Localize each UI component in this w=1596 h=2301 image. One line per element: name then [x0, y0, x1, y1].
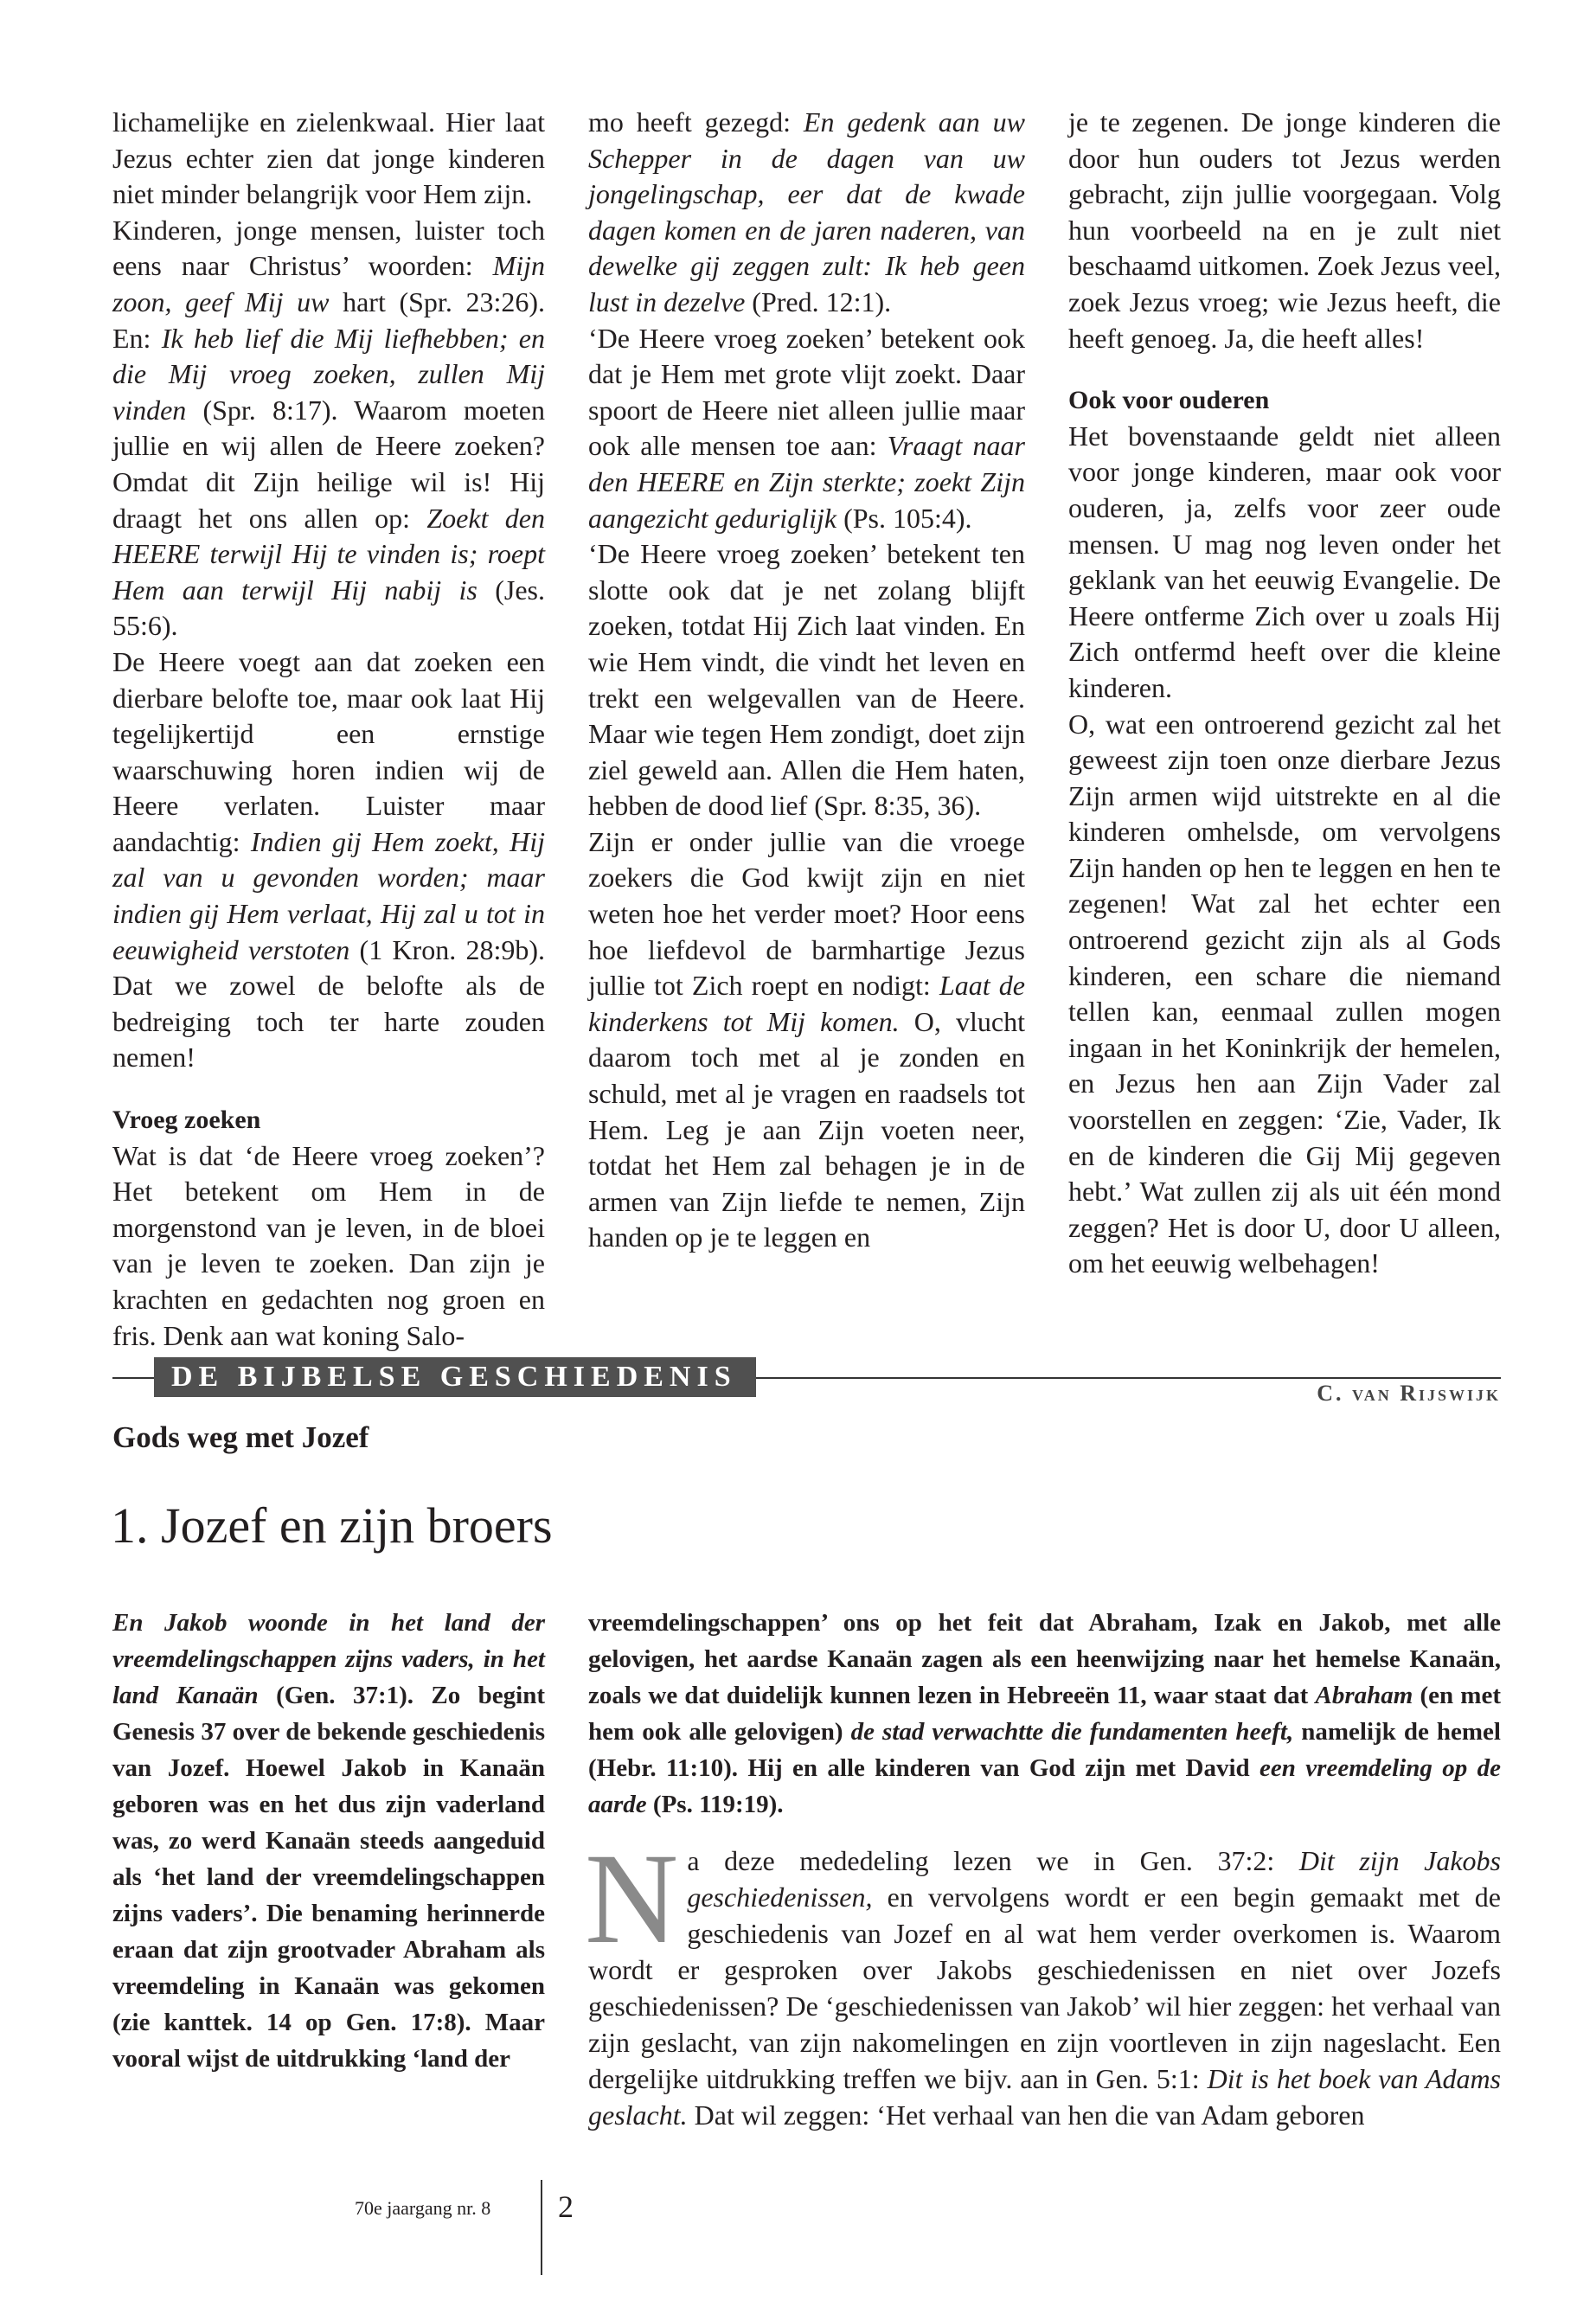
text: (Pred. 12:1).: [745, 285, 892, 317]
text: (1 Kron. 28:9b). Dat we zowel de belofte als de bedreiging toch ter harte zouden nemen!: [112, 933, 545, 1074]
paragraph: [588, 105, 1025, 321]
quote: een vreemdeling op de aarde: [588, 1754, 1501, 1818]
column-3: [1068, 105, 1501, 1282]
text: ‘De Heere vroeg zoeken’ betekent ten slotte ook dat je net zolang blijft zoeken, totdat Hij Zich laat vinden. En wie Hem vindt, die vindt het leven en trekt een welgevallen van de Heere. Maar wie tegen Hem zondigt, doet zijn ziel geweld aan. Allen die Hem haten, hebben de dood lief (Spr. 8:35, 36).: [588, 538, 1025, 822]
intro-left: [112, 1605, 545, 2077]
column-2: [588, 105, 1025, 1256]
paragraph: [112, 105, 545, 213]
quote: Indien gij Hem zoekt, Hij zal van u gevonden worden; maar indien gij Hem verlaat, Hij zal u tot in eeuwigheid verstoten: [112, 825, 546, 965]
section-band-label: DE BIJBELSE GESCHIEDENIS: [154, 1357, 756, 1397]
section-heading: Ook voor ouderen: [1068, 386, 1270, 415]
text: mo heeft gezegd:: [588, 106, 804, 138]
text: (Jes. 55:6).: [112, 574, 546, 642]
text: namelijk de hemel (Hebr. 11:10). Hij en alle kinderen van God zijn met David: [588, 1718, 1501, 1782]
quote: En gedenk aan uw Schepper in de dagen van uw jongelingschap, eer dat de kwade dagen komen en de jaren naderen, van dewelke gij zeggen zult: Ik heb geen lust in dezelve: [588, 106, 1025, 317]
paragraph: [588, 824, 1025, 1256]
quote: Vraagt naar den HEERE en Zijn sterkte; zoekt Zijn aangezicht geduriglijk: [588, 430, 1026, 534]
text: De Heere voegt aan dat zoeken een dierbare belofte toe, maar ook laat Hij tegelijkertijd een ernstige waarschuwing horen indien wij de Heere verlaten. Luister maar aandachtig:: [112, 645, 545, 857]
author-byline: [1317, 1381, 1501, 1407]
text: Kinderen, jonge mensen, luister toch eens naar Christus’ woorden:: [112, 214, 545, 282]
drop-cap: N: [585, 1827, 679, 1971]
text: (Ps. 105:4).: [836, 502, 972, 534]
intro-right: [588, 1605, 1501, 1823]
text: lichamelijke en zielenkwaal. Hier laat Jezus echter zien dat jonge kinderen niet minder belangrijk voor Hem zijn.: [112, 106, 545, 210]
text: je te zegenen. De jonge kinderen die door hun ouders tot Jezus werden gebracht, zijn jullie voorgegaan. Volg hun voorbeeld na en je zult niet beschaamd uitkomen. Zoek Jezus veel, zoek Jezus vroeg; wie Jezus heeft, die heeft genoeg. Ja, die heeft alles!: [1068, 106, 1501, 354]
article-subtitle: Gods weg met Jozef: [112, 1420, 369, 1454]
quote: de stad verwachtte die fundamenten heeft,: [850, 1718, 1294, 1746]
article-body: [585, 1827, 1502, 2133]
text: en vervolgens wordt er een begin gemaakt met de geschiedenis van Jozef en al wat hem verder overkomen is. Waarom wordt er gesproken over Jakobs geschiedenissen en niet over Jozefs geschiedenissen? De ‘geschiedenissen van Jakob’ wil hier zeggen: het verhaal van zijn geslacht, van zijn nakomelingen en zijn voortleven in zijn nageslacht. Een dergelijke uitdrukking treffen we bijv. aan in Gen. 5:1:: [588, 1881, 1501, 2094]
column-1: [112, 105, 545, 1354]
text: vreemdelingschappen’ ons op het feit dat Abraham, Izak en Jakob, met alle gelovigen, het aardse Kanaän zagen als een heenwijzing naar het hemelse Kanaän, zoals we dat duidelijk kunnen lezen in Hebreeën 11, waar staat dat: [588, 1609, 1501, 1709]
text: a deze mededeling lezen we in Gen. 37:2:: [687, 1845, 1299, 1876]
quote: Mijn zoon, geef Mij uw: [112, 250, 545, 317]
paragraph: [112, 644, 545, 1076]
text: (Ps. 119:19).: [646, 1791, 784, 1818]
quote: Laat de kinderkens tot Mij komen.: [588, 970, 1026, 1037]
text: O, vlucht daarom toch met al je zonden en schuld, met al je vragen en raadsels tot Hem. Leg je aan Zijn voeten neer, totdat het Hem zal behagen je in de armen van Zijn liefde te nemen, Zijn handen op je te leggen en: [588, 1005, 1026, 1253]
footer-issue: 70e jaargang nr. 8: [355, 2197, 491, 2219]
text: Wat is dat ‘de Heere vroeg zoeken’? Het betekent om Hem in de morgenstond van je leven, in de bloei van je leven te zoeken. Dan zijn je krachten en gedachten nog groen en fris. Denk aan wat koning Salo-: [112, 1139, 545, 1351]
text: (en met hem ook alle gelovigen): [588, 1682, 1501, 1746]
author-name: C. van Rijswijk: [1317, 1381, 1501, 1406]
footer-divider: [541, 2180, 542, 2275]
text: O, wat een ontroerend gezicht zal het geweest zijn toen onze dierbare Jezus Zijn armen wijd uitstrekte en al die kinderen omhelsde, om vervolgens Zijn handen op hen te leggen en hen te zegenen! Wat zal het echter een ontroerend gezicht zijn als al Gods kinderen, een schare die niemand tellen kan, eenmaal zullen mogen ingaan in het Koninkrijk der hemelen, en Jezus hen aan Zijn Vader zal voorstellen en zeggen: ‘Zie, Vader, Ik en de kinderen die Gij Mij gegeven hebt.’ Wat zullen zij als uit één mond zeggen? Het is door U, door U alleen, om het eeuwig welbehagen!: [1068, 708, 1501, 1279]
quote: Abraham: [1315, 1682, 1413, 1709]
paragraph: [1068, 707, 1501, 1283]
page-number: 2: [558, 2189, 574, 2224]
paragraph: [588, 536, 1025, 824]
paragraph: [112, 1138, 545, 1355]
quote: Dit is het boek van Adams geslacht.: [588, 2063, 1502, 2131]
section-heading: Vroeg zoeken: [112, 1106, 261, 1135]
paragraph: [1068, 419, 1501, 707]
quote: Dit zijn Jakobs geschiedenissen,: [687, 1845, 1502, 1913]
paragraph: [112, 213, 545, 644]
text: Dat wil zeggen: ‘Het verhaal van hen die van Adam geboren: [687, 2099, 1365, 2131]
text: ‘De Heere vroeg zoeken’ betekent ook dat je Hem met grote vlijt zoekt. Daar spoort de Heere niet alleen jullie maar ook alle mensen toe aan:: [588, 322, 1025, 462]
text: (Spr. 8:17). Waarom moeten jullie en wij allen de Heere zoeken? Omdat dit Zijn heilige wil is! Hij draagt het ons allen op:: [112, 394, 545, 534]
text: Het bovenstaande geldt niet alleen voor jonge kinderen, maar ook voor ouderen, ja, zelfs voor zeer oude mensen. U mag nog leven onder het geklank van het eeuwig Evangelie. De Heere ontferme Zich over u zoals Hij Zich ontfermd heeft over die kleine kinderen.: [1068, 420, 1501, 703]
quote: Ik heb lief die Mij liefhebben; en die Mij vroeg zoeken, zullen Mij vinden: [112, 322, 546, 426]
text: (Gen. 37:1). Zo begint Genesis 37 over de bekende geschiedenis van Jozef. Hoewel Jakob in Kanaän geboren was en het dus zijn vaderland was, zo werd Kanaän steeds aangeduid als ‘het land der vreemdelingschappen zijns vaders’. Die benaming herinnerde eraan dat zijn grootvader Abraham als vreemdeling in Kanaän was gekomen (zie kanttek. 14 op Gen. 17:8). Maar vooral wijst de uitdrukking ‘land der: [112, 1682, 545, 2073]
text: Zijn er onder jullie van die vroege zoekers die God kwijt zijn en niet weten hoe het verder moet? Hoor eens hoe liefdevol de barmhartige Jezus jullie tot Zich roept en nodigt:: [588, 825, 1025, 1002]
text: hart (Spr. 23:26). En:: [112, 285, 546, 354]
quote: Zoekt den HEERE terwijl Hij te vinden is; roept Hem aan terwijl Hij nabij is: [112, 502, 546, 606]
paragraph: [588, 321, 1025, 537]
article-title: 1. Jozef en zijn broers: [111, 1497, 553, 1554]
quote: En Jakob woonde in het land der vreemdelingschappen zijns vaders, in het land Kanaän: [112, 1609, 545, 1709]
paragraph: [1068, 105, 1501, 356]
